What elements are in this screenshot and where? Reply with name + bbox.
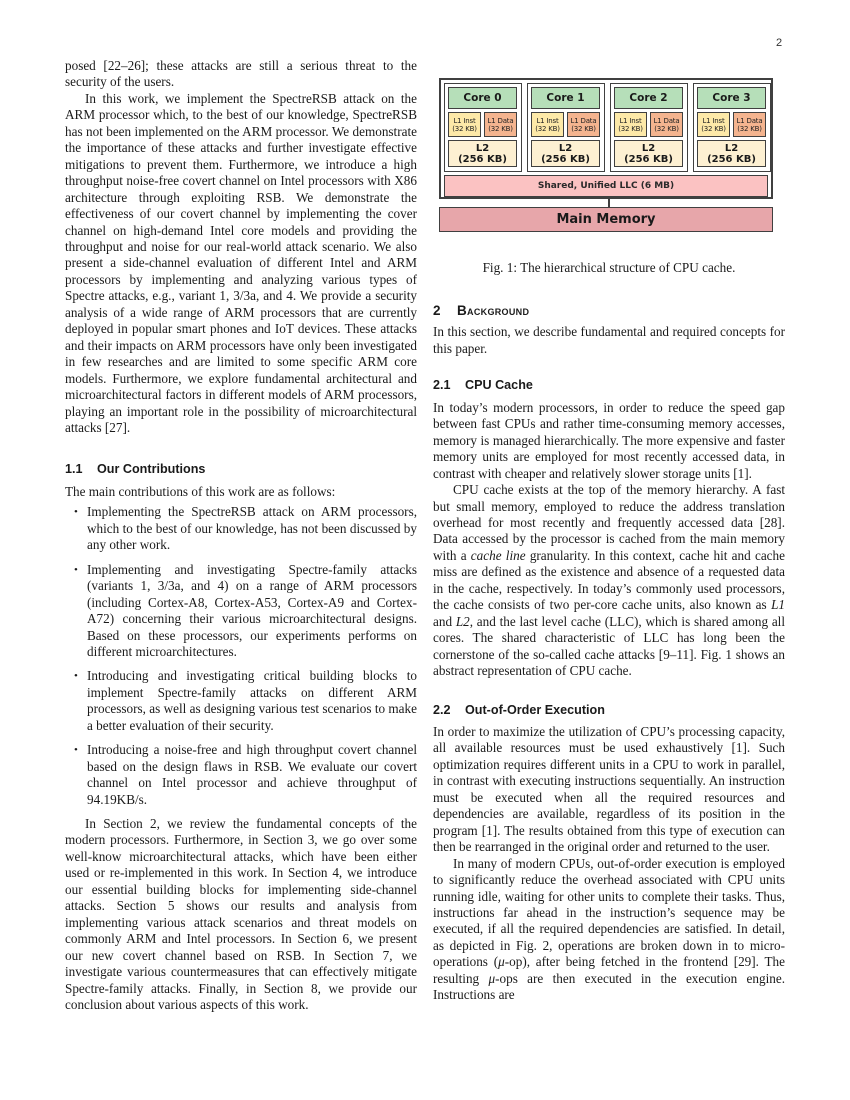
outline-paragraph: In Section 2, we review the fundamental concepts of the modern processors. Furthermore, in Section 3, we go over some well-know microarchitectural attacks, which have been either used or re-implemented in this work. In Section 4, we introduce our essential building blocks for implementing side-channel attacks. Section 5 shows our results and analysis from implementing various attack scenarios and threat models on commonly ARM and Intel processors. In Section 6, we present our new covert channel based on RSB. In Section 7, we investigate various countermeasures that can effectively mitigate Spectre-family attacks. Finally, in Section 8, we provide our conclusion about various aspects of this work. xyxy=(65,816,417,1013)
memory-bus-connector xyxy=(608,199,610,207)
text-run: -op), after being fetched in the frontend [29]. The resulting xyxy=(433,954,785,986)
core-group-3 xyxy=(693,83,771,172)
left-column xyxy=(65,58,417,1013)
l2-cache xyxy=(614,140,683,167)
core-label: Core 3 xyxy=(697,87,766,109)
intro-paragraph-continued: posed [22–26]; these attacks are still a serious threat to the security of the users. xyxy=(65,58,417,90)
section-heading-1-1 xyxy=(65,461,417,477)
cache-label: L1 Data xyxy=(487,116,514,125)
list-item: • Implementing and investigating Spectre-family attacks (variants 1, 3/3a, and 4) on a range of ARM processors (including Cortex-A8, Cortex-A53, Cortex-A9 and Cortex-A72) concerning their various microarchitectural designs. Based on these processors, our experiments performs on different microarchitectures. xyxy=(87,562,417,661)
section-heading-2 xyxy=(433,303,785,319)
math-l2: L2 xyxy=(455,613,470,629)
cache-label: L1 Inst xyxy=(702,116,725,125)
l1-inst-cache xyxy=(614,112,647,137)
l2-cache xyxy=(531,140,600,167)
cache-size: (256 KB) xyxy=(624,153,673,165)
intro-paragraph: In this work, we implement the SpectreRSB attack on the ARM processor which, to the best of our knowledge, SpectreRSB has not been implemented on the ARM processor. We demonstrate the importance of these attacks and further investigate effective mitigations to prevent them. Furthermore, we introduce a high throughput noise-free covert channel on Intel processors with X86 architecture through exploiting RSB. We demonstrate the effectiveness of our covert channel by implementing the cover channel on high-demand Intel core models and providing the throughput and noise for our real-world attack scenario. We also present a side-channel evaluation of different Intel and ARM processors by implementing and analyzing various types of Spectre attacks, e.g., variant 1, 3/3a, and 4. We provide a security analysis of a wide range of ARM processors that are currently deployed in popular smart phones and IoT devices. These attacks and their impacts on ARM processors have only been investigated in few researches and are limited to some specific ARM core models. Furthermore, we explore fundamental architectural and microarchitectural factors in different models of ARM processors, playing an important role in the possibility of microarchitectural attacks [27]. xyxy=(65,90,417,435)
cache-label: L2 xyxy=(724,142,739,154)
page-number: 2 xyxy=(776,37,783,49)
contributions-lead: The main contributions of this work are as follows: xyxy=(65,483,336,499)
cache-size: (256 KB) xyxy=(458,153,507,165)
section-number: 2.2 xyxy=(433,702,451,717)
cache-label: L1 Inst xyxy=(536,116,559,125)
section-title: Our Contributions xyxy=(97,462,206,477)
l1-data-cache xyxy=(567,112,600,137)
cache-size: (32 KB) xyxy=(701,124,726,133)
section-number: 1.1 xyxy=(65,462,83,477)
l1-inst-cache xyxy=(531,112,564,137)
cache-size: (32 KB) xyxy=(654,124,679,133)
cache-label: L1 Data xyxy=(736,116,763,125)
section-title: CPU Cache xyxy=(465,378,533,393)
cache-size: (32 KB) xyxy=(737,124,762,133)
core-group-0 xyxy=(444,83,522,172)
core-group-1 xyxy=(527,83,605,172)
main-memory: Main Memory xyxy=(439,207,773,232)
text-run: -ops are then executed in the execution engine. Instructions are xyxy=(433,970,785,1003)
l2-cache xyxy=(697,140,766,167)
cache-label: L1 Data xyxy=(570,116,597,125)
core-label: Core 1 xyxy=(531,87,600,109)
l2-cache xyxy=(448,140,517,167)
section-heading-2-1 xyxy=(433,377,785,393)
contributions-list xyxy=(65,504,417,808)
list-item: • Implementing the SpectreRSB attack on ARM processors, which to the best of our knowledge, has not been discussed by any other work. xyxy=(87,504,417,553)
right-column xyxy=(433,303,785,1004)
cache-label: L2 xyxy=(475,142,490,154)
cache-size: (32 KB) xyxy=(488,124,513,133)
cache-label: L1 Inst xyxy=(453,116,476,125)
core-group-2 xyxy=(610,83,688,172)
cache-size: (32 KB) xyxy=(571,124,596,133)
l1-inst-cache xyxy=(697,112,730,137)
figure-caption: Fig. 1: The hierarchical structure of CPU cache. xyxy=(482,260,736,275)
section-heading-2-2 xyxy=(433,702,785,718)
cache-size: (256 KB) xyxy=(707,153,756,165)
math-l1: L1 xyxy=(771,597,785,613)
section-title: Background xyxy=(457,303,530,318)
shared-llc: Shared, Unified LLC (6 MB) xyxy=(444,175,768,197)
cache-label: L2 xyxy=(558,142,573,154)
cpu-cache-paragraph-2 xyxy=(433,482,785,679)
math-mu: μ xyxy=(488,970,496,986)
l1-inst-cache xyxy=(448,112,481,137)
text-run: granularity. In this context, cache hit and cache miss are defined as the existence and absence of a requested data in the cache, respectively. In today’s commonly used processors, the cache consists of two per-core cache units, also known as xyxy=(433,547,785,613)
text-run: , and the last level cache (LLC), which is shared among all cores. The shared characteristic of LLC has long been the cornerstone of the so-called cache attacks [9–11]. Fig. 1 shows an abstract representation of CPU cache. xyxy=(433,613,785,679)
section-number: 2.1 xyxy=(433,378,451,393)
list-item: • Introducing and investigating critical building blocks to implement Spectre-family attacks on different ARM processors, as well as designing various test scenarios to make a better evaluation of their security. xyxy=(87,668,417,734)
l1-data-cache xyxy=(484,112,517,137)
text-run: and xyxy=(433,613,456,629)
core-label: Core 2 xyxy=(614,87,683,109)
cache-size: (256 KB) xyxy=(541,153,590,165)
math-mu: μ xyxy=(498,954,505,970)
ooo-paragraph-1: In order to maximize the utilization of CPU’s processing capacity, all available resources must be used exhaustively [1]. Such optimization requires different units in a CPU to work in parallel, in contrast with executing instructions sequentially. An instruction must be executed when all the required resources and dependencies are available, regardless of its position in the program [1]. The results obtained from this type of execution can then be rearranged in the original order and returned to the user. xyxy=(433,723,785,855)
ooo-paragraph-2 xyxy=(433,856,785,1004)
cpu-cache-paragraph-1: In today’s modern processors, in order to reduce the speed gap between fast CPUs and rather time-consuming memory accesses, memory is managed hierarchically. The more expensive and faster memory units are employed for most recently accessed data, in contrast with cheaper and relatively slower storage units [1]. xyxy=(433,399,785,481)
section-title: Out-of-Order Execution xyxy=(465,702,605,717)
section-number: 2 xyxy=(433,303,441,318)
background-intro: In this section, we describe fundamental and required concepts for this paper. xyxy=(433,324,785,356)
cache-label: L2 xyxy=(641,142,656,154)
cache-label: L1 Inst xyxy=(619,116,642,125)
figure-cpu-cache-hierarchy xyxy=(437,78,777,236)
emphasis-term: cache line xyxy=(470,547,526,563)
text-run: In many of modern CPUs, out-of-order execution is employed to significantly reduce the overhead associated with CPU units running idle, waiting for other units to complete their tasks. Thus, instructions far ahead in the instruction’s sequence may be executed, if all the required dependencies are satisfied. In detail, as depicted in Fig. 2, operations are broken down in to micro-operations ( xyxy=(433,855,785,970)
l1-data-cache xyxy=(733,112,766,137)
cache-label: L1 Data xyxy=(653,116,680,125)
cache-size: (32 KB) xyxy=(618,124,643,133)
text-run: CPU cache exists at the top of the memory hierarchy. A fast but small memory, employed to reduce the address translation overhead for most recently and frequently accessed data [28]. Data accessed by the processor is cached from the main memory with a xyxy=(433,482,785,563)
l1-data-cache xyxy=(650,112,683,137)
cache-size: (32 KB) xyxy=(535,124,560,133)
cpu-package xyxy=(439,78,773,199)
list-item: • Introducing a noise-free and high throughput covert channel based on the design flaws in RSB. We evaluate our covert channel on Intel processor and achieve throughput of 94.19KB/s. xyxy=(87,742,417,808)
core-label: Core 0 xyxy=(448,87,517,109)
cache-size: (32 KB) xyxy=(452,124,477,133)
